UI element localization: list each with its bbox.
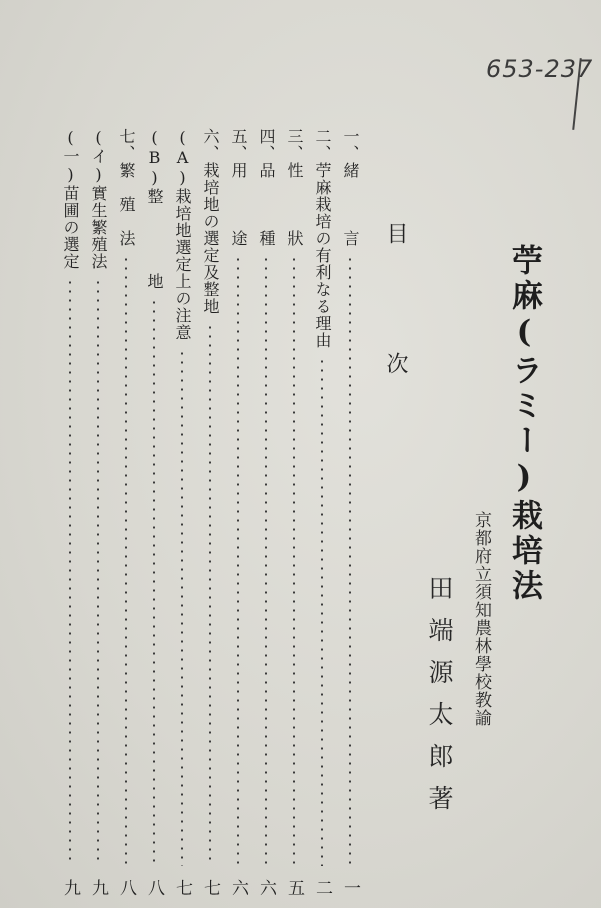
toc-entry-title: 七、繁 殖 法 [117,128,136,247]
toc-entry-page: 七 [172,879,192,896]
toc-dot-leader [265,255,267,866]
toc-entry-title: (B)整 地 [145,128,164,290]
toc-entry-page: 六 [256,879,276,896]
toc-heading-part-1: 目 [383,222,408,244]
toc-entry [340,128,360,896]
toc-entry [116,128,136,896]
toc-dot-leader [125,255,127,866]
toc-entry-page: 八 [144,879,164,896]
toc-entry-title: (一)苗圃の選定 [61,128,80,270]
toc-entry [228,128,248,896]
toc-dot-leader [153,298,155,866]
author-affiliation: 京都府立須知農林學校教諭 [471,511,491,727]
toc-entry [312,128,332,896]
toc-entry-page: 九 [60,879,80,896]
toc-entry-page: 九 [88,879,108,896]
toc-dot-leader [181,349,183,866]
toc-entry-title: 四、品 種 [257,128,276,247]
toc-dot-leader [293,255,295,866]
toc-entry-page: 一 [340,879,360,896]
toc-entry-page: 七 [200,879,220,896]
toc-entry-page: 八 [116,879,136,896]
toc-entry-page: 六 [228,879,248,896]
toc-entry-title: 一、緒 言 [341,128,360,247]
toc-entry [284,128,304,896]
toc-entry-title: (A)栽培地選定上の注意 [173,128,192,341]
toc-entry [144,128,164,896]
handwritten-call-number: 653-237 [486,55,594,83]
toc-dot-leader [321,357,323,866]
toc-entry [60,128,80,896]
toc-entry-page: 五 [284,879,304,896]
toc-entry [256,128,276,896]
toc-dot-leader [237,255,239,866]
toc-entry [200,128,220,896]
book-title: 苧麻(ラミー)栽培法 [506,244,542,604]
toc-entry [172,128,192,896]
toc-entry-title: (イ)實生繁殖法 [89,128,108,270]
toc-entry-page: 二 [312,879,332,896]
toc-entry-title: 五、用 途 [229,128,248,247]
toc-dot-leader [97,278,99,866]
toc-heading-part-2: 次 [383,352,408,374]
toc-dot-leader [69,278,71,866]
author-name: 田端源太郎著 [425,575,454,827]
toc-entry [88,128,108,896]
toc-entry-title: 三、性 狀 [285,128,304,247]
toc-dot-leader [349,255,351,866]
toc-dot-leader [209,323,211,866]
toc-entry-title: 六、栽培地の選定及整地 [201,128,220,315]
toc-entry-title: 二、苧麻栽培の有利なる理由 [313,128,332,349]
